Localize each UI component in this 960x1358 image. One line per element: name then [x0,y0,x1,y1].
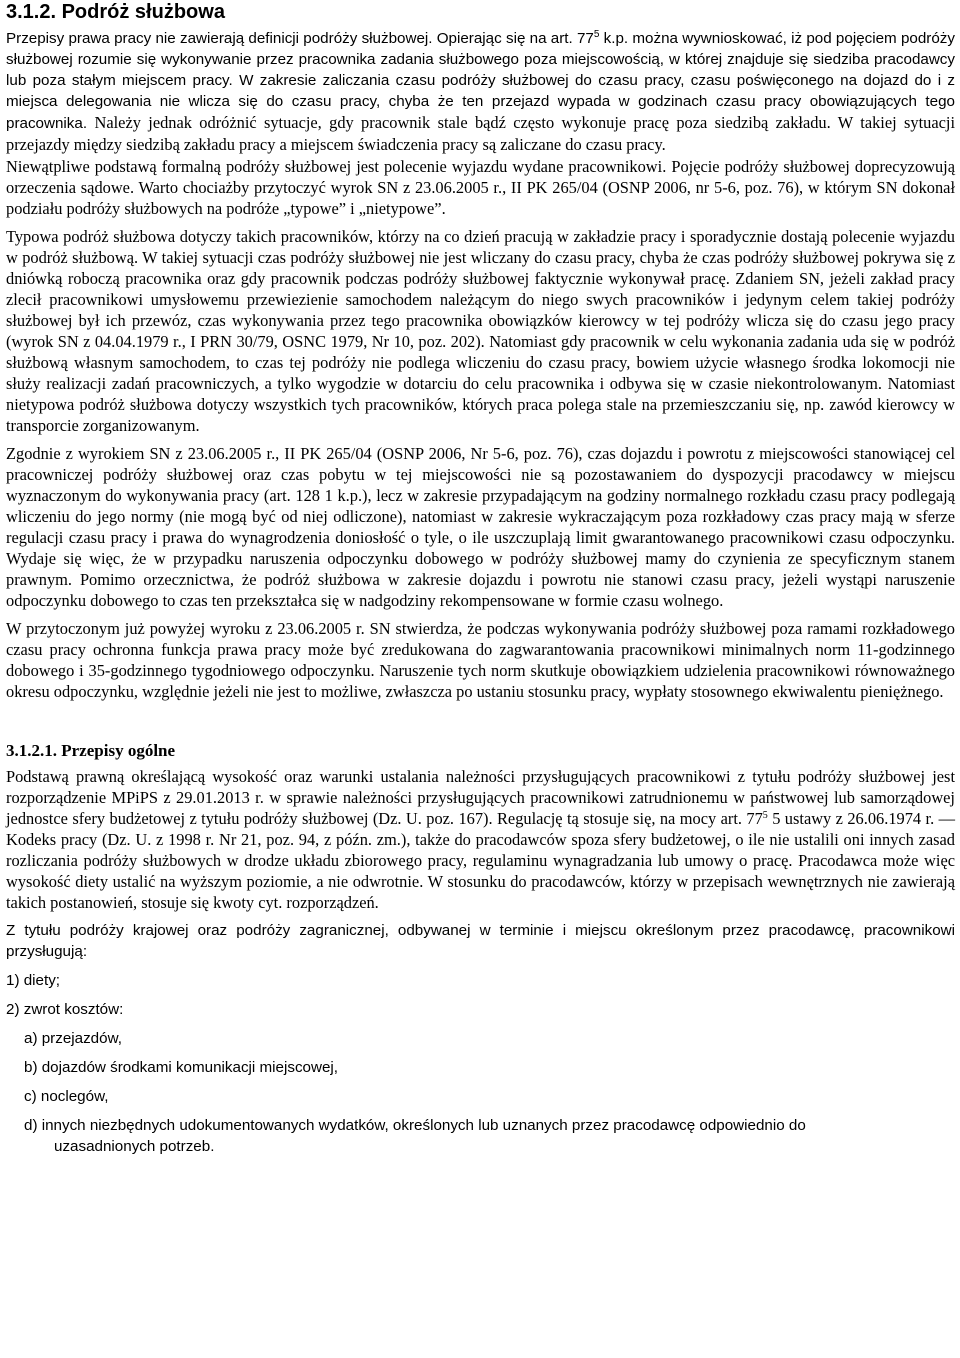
list-subitem: a) przejazdów, [24,1030,122,1047]
paragraph-legal-basis-text-b: 5 ustawy z 26.06.1974 r. — Kodeks pracy (Dz. U. z 1998 r. Nr 21, poz. 94, z późn. zm.), także do pracodawców spoza sfery budżetowej, o ile nie ustalili oni innych zasad rozliczania podróży służbowych w drodze układu zbiorowego pracy, regulaminu wynagradzania lub umowy o pracę. Pracodawca może więc wysokość diety ustalić na wyższym poziomie, a nie odwrotnie. W stosunku do pracodawców, którzy w przepisach wewnętrznych nie zawierają takich postanowień, stosuje się kwoty cyt. rozporządzeń. [6,809,955,912]
paragraph-definition [6,28,955,156]
paragraph-definition-text-b: k.p. można wywnioskować, iż pod pojęciem podróży służbowej rozumie się wykonywanie przez pracownika zadania służbowego poza miejscowością, w której znajduje się siedziba pracodawcy lub poza stałym miejscem pracy. [6,30,955,89]
article-superscript: 5 [762,810,768,821]
subsection-title: 3.1.2.1. Przepisy ogólne [6,741,176,760]
paragraph-definition-text-c: W zakresie zaliczania czasu podróży służbowej do czasu pracy, czasu poświęconego na dojazd do i z miejsca delegowania nie wlicza się do czasu pracy, chyba że ten przejazd wypada w godzinach czasu pracy obowiązujących tego pracownika. [6,72,955,132]
list-item: 1) diety; [6,972,61,989]
paragraph-formal-basis: Niewątpliwe podstawą formalną podróży służbowej jest polecenie wyjazdu wydane pracownikowi. Pojęcie podróży służbowej doprecyzowują orzeczenia sądowe. Warto chociażby przytoczyć wyrok SN z 23.06.2005 r., II PK 265/04 (OSNP 2006, nr 5-6, poz. 76), w którym SN dokonał podziału podróży służbowych na podróże „typowe” i „nietypowe”. [6,157,955,218]
paragraph-rest-norms: W przytoczonym już powyżej wyroku z 23.06.2005 r. SN stwierdza, że podczas wykonywania podróży służbowej poza ramami rozkładowego czasu pracy ochronna funkcja prawa pracy może być zredukowana do zagwarantowania pracownikowi minimalnych norm 11-godzinnego dobowego i 35-godzinnego tygodniowego odpoczynku. Naruszenie tych norm skutkuje obowiązkiem udzielenia pracownikowi równoważnego okresu odpoczynku, względnie jeżeli nie jest to możliwe, zwłaszcza po ustaniu stosunku pracy, wypłaty stosownego ekwiwalentu pieniężnego. [6,619,955,701]
entitlements-list [6,970,955,1157]
list-subitem: b) dojazdów środkami komunikacji miejscowej, [24,1059,338,1076]
list-item: 2) zwrot kosztów: [6,1001,124,1018]
article-superscript: 5 [593,29,600,40]
paragraph-definition-text-d: Należy jednak odróżnić sytuacje, gdy pracownik stale bądź często wykonuje pracę poza siedzibą zakładu. W takiej sytuacji przejazdy między siedzibą zakładu pracy a miejscem świadczenia pracy są zaliczane do czasu pracy. [6,113,956,154]
paragraph-legal-basis-text-a: Podstawą prawną określającą wysokość oraz warunki ustalania należności przysługujących pracownikowi z tytułu podróży służbowej jest rozporządzenie MPiPS z 29.01.2013 r. w sprawie należności przysługujących pracownikowi zatrudnionemu w państwowej lub samorządowej jednostce sfery budżetowej z tytułu podróży służbowej (Dz. U. poz. 167). Regulację tą stosuje się, na mocy art. 77 [6,767,955,828]
paragraph-typical-trip: Typowa podróż służbowa dotyczy takich pracowników, którzy na co dzień pracują w zakładzie pracy i sporadycznie dostają polecenie wyjazdu w podróż służbową. W takiej sytuacji czas podróży służbowej nie jest wliczany do czasu pracy, chyba że czas podróży służbowej pokrywa się z dniówką roboczą pracownika oraz gdy pracownik podczas podróży służbowej faktycznie wykonywał pracę. Zdaniem SN, jeżeli zakład pracy zlecił pracownikowi umysłowemu przewiezienie samochodem należącym do niego swych pracowników i jedynym celem takiej podróży służbowej był ich przewóz, czas wykonywania przez tego pracownika obowiązków kierowcy w tej podróży wlicza się do czasu jego pracy (wyrok SN z 04.04.1979 r., I PRN 30/79, OSNC 1979, Nr 10, poz. 202). Natomiast gdy pracownik w celu wykonania zadania uda się w podróż służbową własnym samochodem, to czas tej podróży nie podlega wliczeniu do czasu pracy, bowiem użycie własnego środka lokomocji nie służy realizacji zadań pracowniczych, a tylko wygodzie w dotarciu do celu pracownika i odbywa się w czasie niekontrolowanym. Natomiast nietypowa podróż służbowa dotyczy wszystkich tych pracowników, których praca polega stale na przemieszczaniu się, np. zawód kierowcy w transporcie zorganizowanym. [6,227,955,435]
paragraph-commute-ruling: Zgodnie z wyrokiem SN z 23.06.2005 r., II PK 265/04 (OSNP 2006, Nr 5-6, poz. 76), czas dojazdu i powrotu z miejscowości stanowiącej cel pracowniczej podróży służbowej oraz czas pobytu w tej miejscowości nie są pozostawaniem do dyspozycji pracodawcy w miejscu wyznaczonym do wykonywania pracy (art. 128 1 k.p.), lecz w zakresie przypadającym na godziny normalnego rozkładu czasu pracy podlegają wliczeniu do jego normy (nie mogą być od niej odliczone), natomiast w zakresie wykraczającym poza rozkładowy czas pracy mają w sferze regulacji czasu pracy i prawa do wynagrodzenia doniosłość o tyle, o ile uszczuplają limit gwarantowanego pracownikowi czasu odpoczynku. Wydaje się więc, że w przypadku naruszenia odpoczynku dobowego w podróży służbowej mamy do czynienia ze specyficznym stanem prawnym. Pomimo orzecznictwa, że podróż służbowa w zakresie dojazdu i powrotu nie stanowi czasu pracy, jeżeli wystąpi naruszenie odpoczynku dobowego to czas ten przekształca się w nadgodziny rekompensowane w formie czasu wolnego. [6,444,955,610]
paragraph-definition-text-a: Przepisy prawa pracy nie zawierają definicji podróży służbowej. Opierając się na art. 77 [6,30,594,47]
paragraph-legal-basis [6,766,955,913]
list-subitem: d) innych niezbędnych udokumentowanych wydatków, określonych lub uznanych przez pracodawcę odpowiednio do [24,1117,806,1134]
list-subitem-continuation: uzasadnionych potrzeb. [54,1138,215,1155]
list-subitem: c) noclegów, [24,1088,109,1105]
paragraph-entitlements-intro: Z tytułu podróży krajowej oraz podróży zagranicznej, odbywanej w terminie i miejscu określonym przez pracodawcę, pracownikowi przysługują: [6,922,955,960]
section-title: 3.1.2. Podróż służbowa [6,1,225,23]
